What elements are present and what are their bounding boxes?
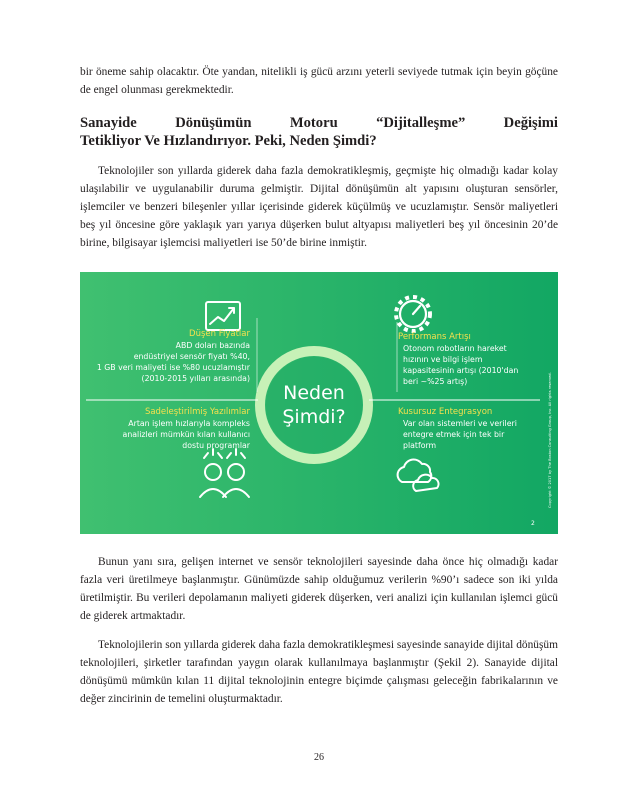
integration-line: Var olan sistemleri ve verileri bbox=[403, 419, 517, 428]
performance-line: kapasitesinin artışı (2010'dan bbox=[403, 366, 519, 375]
falling-prices-line: 1 GB veri maliyeti ise %80 ucuzlamıştır bbox=[96, 363, 250, 372]
heading-word: “Dijitalleşme” bbox=[376, 115, 466, 131]
paragraph-technology: Teknolojiler son yıllarda giderek daha fazla demokratikleşmiş, geçmişte hiç olmadığı kadar kolay ulaşılabilir ve uygulanabilir duruma gelmiştir. Dijital dönüşümün alt yapısını oluşturan sensörler, işlemciler ve benzeri bileşenler yıllar içerisinde giderek küçülmüş ve ucuzlamıştır. Sensör maliyetleri beş yıl öncesine göre yaklaşık yarı yarıya düşerken bulut altyapısı maliyetleri beş yıl öncesinin 20’de birine, bilgisayar işlemcisi maliyetleri ise 50’de birine inmiştir. bbox=[80, 165, 558, 249]
performance-line: beri ~%25 artış) bbox=[403, 377, 468, 386]
heading-line-1 bbox=[80, 114, 558, 132]
falling-prices-title: Düşen Fiyatlar bbox=[189, 329, 250, 339]
simplified-software-title: Sadeleştirilmiş Yazılımlar bbox=[144, 407, 250, 417]
figure-graphic bbox=[80, 272, 558, 534]
heading-word: Motoru bbox=[289, 115, 338, 131]
heading-word: Değişimi bbox=[503, 115, 558, 131]
falling-prices-line: (2010-2015 yılları arasında) bbox=[141, 374, 250, 383]
simplified-software-line: dostu programlar bbox=[182, 441, 250, 450]
simplified-software-line: analizleri mümkün kılan kullanıcı bbox=[122, 430, 250, 439]
page-number: 26 bbox=[314, 752, 324, 763]
paragraph-data-growth: Bunun yanı sıra, gelişen internet ve sensör teknolojileri sayesinde daha önce hiç olmadığı kadar fazla veri üretilmeye başlanmıştır. Günümüzde sahip olduğumuz verilerin %90’ı sadece son iki yılda üretilmiştir. Bu verileri depolamanın maliyeti giderek düşerken, veri analizi için kullanılan işlemci gücü de giderek artmaktadır. bbox=[80, 556, 558, 622]
center-title-line-1: Neden bbox=[283, 382, 345, 404]
section-heading bbox=[80, 114, 558, 150]
performance-line: hızının ve bilgi işlem bbox=[403, 355, 483, 364]
copyright-note: Copyright © 2017 by The Boston Consulting Group, Inc. All rights reserved. bbox=[548, 372, 552, 508]
paragraph-adoption: Teknolojilerin son yıllarda giderek daha fazla demokratikleşmesi sayesinde sanayide dijital dönüşüm teknolojileri, şirketler tarafından yaygın olarak kullanılmaya başlanmıştır (Şekil 2). Sanayide dijital dönüşümü mümkün kılan 11 dijital teknolojinin entegre biçimde çalışması geleceğin fabrikalarının ve değer zincirinin de temelini oluşturmaktadır. bbox=[80, 639, 558, 705]
slide-number: 2 bbox=[531, 520, 535, 527]
figure-why-now bbox=[80, 272, 558, 534]
heading-word: Dönüşümün bbox=[175, 115, 252, 131]
heading-word: Sanayide bbox=[80, 115, 137, 131]
performance-title: Performans Artışı bbox=[398, 332, 471, 342]
falling-prices-line: endüstriyel sensör fiyatı %40, bbox=[133, 352, 250, 361]
center-disc bbox=[266, 357, 362, 453]
center-title-line-2: Şimdi? bbox=[282, 406, 346, 428]
performance-line: Otonom robotların hareket bbox=[403, 344, 507, 353]
falling-prices-line: ABD doları bazında bbox=[175, 341, 250, 350]
integration-title: Kusursuz Entegrasyon bbox=[398, 407, 493, 417]
paragraph-intro: bir öneme sahip olacaktır. Öte yandan, nitelikli iş gücü arzını yeterli seviyede tutmak için beyin göçüne de engel olunması gerekmektedir. bbox=[80, 66, 558, 96]
heading-line-2: Tetikliyor Ve Hızlandırıyor. Peki, Neden Şimdi? bbox=[80, 133, 377, 149]
integration-line: platform bbox=[403, 441, 437, 450]
integration-line: entegre etmek için tek bir bbox=[403, 430, 505, 439]
simplified-software-line: Artan işlem hızlarıyla kompleks bbox=[128, 419, 250, 428]
